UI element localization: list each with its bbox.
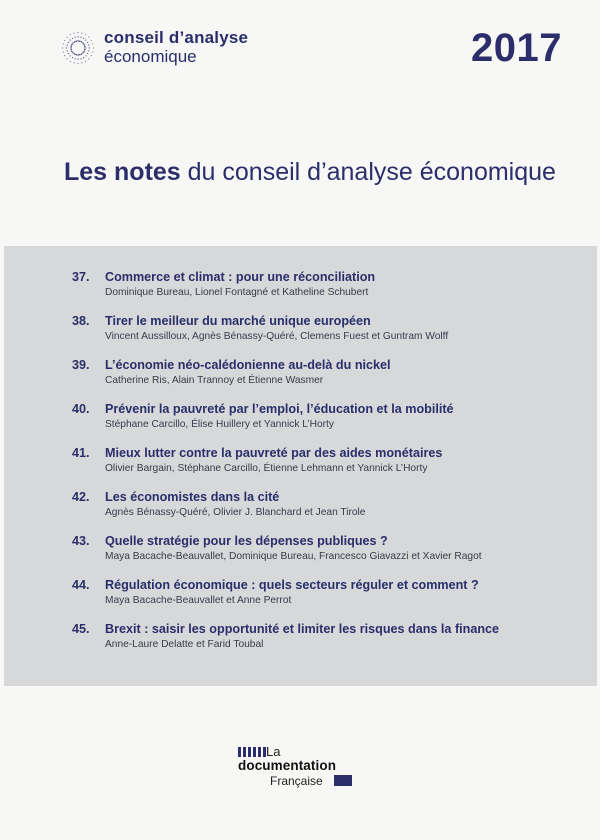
note-number: 37.	[72, 270, 90, 284]
note-authors: Catherine Ris, Alain Trannoy et Étienne Wasmer	[105, 375, 324, 386]
publisher-logo	[238, 744, 368, 794]
brand-line-2: économique	[104, 47, 197, 66]
note-authors: Vincent Aussilloux, Agnès Bénassy-Quéré, Clemens Fuest et Guntram Wolff	[105, 331, 449, 342]
note-title: Commerce et climat : pour une réconciliation	[105, 270, 376, 284]
note-item	[72, 622, 572, 666]
page-header	[0, 0, 600, 110]
note-number: 38.	[72, 314, 90, 328]
barcode-bars-icon	[238, 747, 266, 757]
notes-list	[72, 270, 572, 666]
series-title-rest: du conseil d’analyse économique	[180, 158, 556, 186]
note-title: L’économie néo-calédonienne au-delà du nickel	[105, 358, 391, 372]
sunburst-dots-icon	[60, 30, 96, 66]
note-title: Régulation économique : quels secteurs réguler et comment ?	[105, 578, 479, 592]
note-item	[72, 270, 572, 314]
publisher-line-2: documentation	[238, 758, 337, 773]
publisher-accent-bar	[334, 775, 352, 786]
note-title: Brexit : saisir les opportunité et limiter les risques dans la finance	[105, 622, 500, 636]
publisher-line-3: Française	[270, 774, 323, 788]
note-item	[72, 490, 572, 534]
note-item	[72, 358, 572, 402]
note-title: Les économistes dans la cité	[105, 490, 280, 504]
note-authors: Anne-Laure Delatte et Farid Toubal	[105, 639, 264, 650]
note-authors: Olivier Bargain, Stéphane Carcillo, Étienne Lehmann et Yannick L’Horty	[105, 463, 428, 474]
note-number: 45.	[72, 622, 90, 636]
note-title: Mieux lutter contre la pauvreté par des aides monétaires	[105, 446, 443, 460]
note-number: 43.	[72, 534, 90, 548]
note-authors: Maya Bacache-Beauvallet, Dominique Bureau, Francesco Giavazzi et Xavier Ragot	[105, 551, 482, 562]
note-authors: Agnès Bénassy-Quéré, Olivier J. Blanchard et Jean Tirole	[105, 507, 366, 518]
note-number: 40.	[72, 402, 90, 416]
publisher-line-1: La	[266, 744, 281, 759]
note-number: 42.	[72, 490, 90, 504]
note-title: Tirer le meilleur du marché unique européen	[105, 314, 371, 328]
note-title: Prévenir la pauvreté par l’emploi, l’éducation et la mobilité	[105, 402, 454, 416]
note-item	[72, 402, 572, 446]
note-number: 39.	[72, 358, 90, 372]
note-title: Quelle stratégie pour les dépenses publiques ?	[105, 534, 388, 548]
series-title	[64, 158, 556, 187]
series-title-bold: Les notes	[64, 158, 181, 186]
publication-year: 2017	[471, 26, 562, 70]
note-item	[72, 534, 572, 578]
note-number: 44.	[72, 578, 90, 592]
note-item	[72, 446, 572, 490]
note-authors: Stéphane Carcillo, Élise Huillery et Yannick L’Horty	[105, 419, 334, 430]
brand-name	[104, 29, 248, 66]
note-item	[72, 578, 572, 622]
note-number: 41.	[72, 446, 90, 460]
note-authors: Dominique Bureau, Lionel Fontagné et Katheline Schubert	[105, 287, 369, 298]
note-item	[72, 314, 572, 358]
brand-line-1: conseil d’analyse	[104, 28, 249, 47]
note-authors: Maya Bacache-Beauvallet et Anne Perrot	[105, 595, 292, 606]
